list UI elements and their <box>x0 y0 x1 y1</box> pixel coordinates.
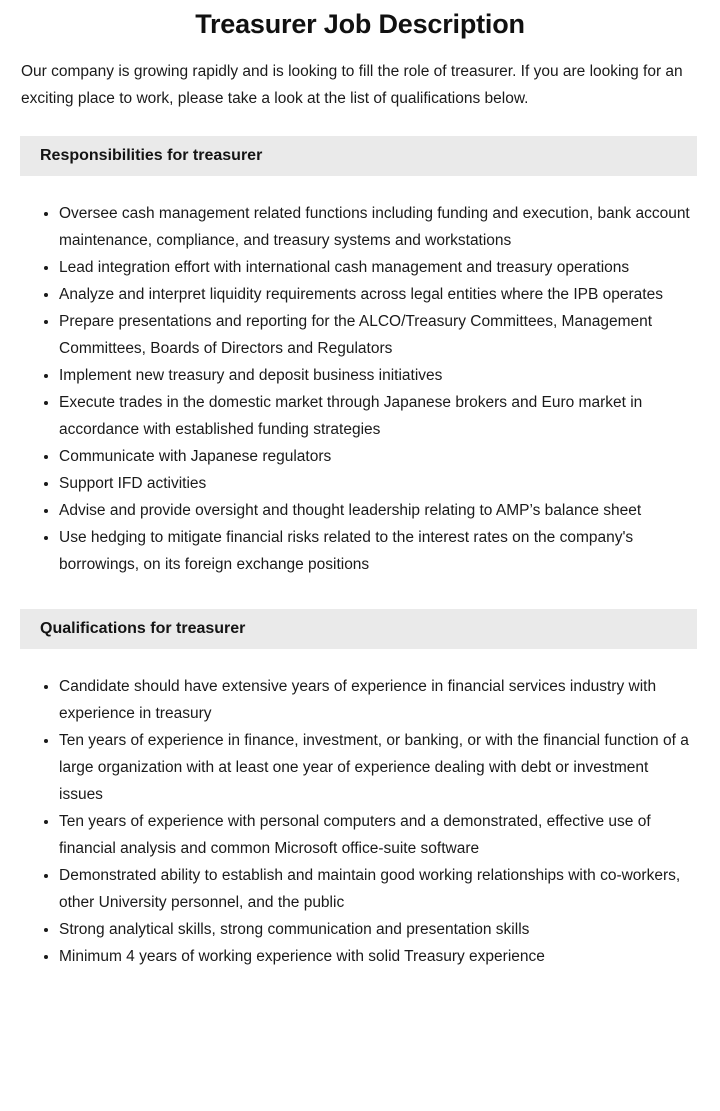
section-responsibilities <box>0 136 720 578</box>
list-item: Oversee cash management related functions including funding and execution, bank account maintenance, compliance, and treasury systems and workstations <box>0 200 720 254</box>
section-header-qualifications <box>20 609 697 649</box>
list-item: Communicate with Japanese regulators <box>0 443 720 470</box>
list-item: Use hedging to mitigate financial risks related to the interest rates on the company's borrowings, on its foreign exchange positions <box>0 524 720 578</box>
section-heading-label: Qualifications for treasurer <box>40 620 246 637</box>
spacer-after-qualifications-header <box>0 649 720 673</box>
list-item: Prepare presentations and reporting for the ALCO/Treasury Committees, Management Committees, Boards of Directors and Regulators <box>0 308 720 362</box>
responsibilities-list <box>0 200 720 578</box>
list-item: Strong analytical skills, strong communication and presentation skills <box>0 916 720 943</box>
list-item: Ten years of experience with personal computers and a demonstrated, effective use of financial analysis and common Microsoft office-suite software <box>0 808 720 862</box>
list-item: Demonstrated ability to establish and maintain good working relationships with co-workers, other University personnel, and the public <box>0 862 720 916</box>
page-title: Treasurer Job Description <box>195 9 525 39</box>
list-item: Advise and provide oversight and thought leadership relating to AMP’s balance sheet <box>0 497 720 524</box>
list-item: Support IFD activities <box>0 470 720 497</box>
section-heading-label: Responsibilities for treasurer <box>40 147 263 164</box>
list-item: Candidate should have extensive years of experience in financial services industry with experience in treasury <box>0 673 720 727</box>
list-item: Lead integration effort with international cash management and treasury operations <box>0 254 720 281</box>
qualifications-list <box>0 673 720 970</box>
intro-paragraph: Our company is growing rapidly and is looking to fill the role of treasurer. If you are looking for an exciting place to work, please take a look at the list of qualifications below. <box>21 63 683 107</box>
list-item: Ten years of experience in finance, investment, or banking, or with the financial function of a large organization with at least one year of experience dealing with debt or investment issues <box>0 727 720 808</box>
section-qualifications <box>0 609 720 970</box>
list-item: Minimum 4 years of working experience with solid Treasury experience <box>0 943 720 970</box>
list-item: Execute trades in the domestic market through Japanese brokers and Euro market in accordance with established funding strategies <box>0 389 720 443</box>
section-header-responsibilities <box>20 136 697 176</box>
list-item: Analyze and interpret liquidity requirements across legal entities where the IPB operates <box>0 281 720 308</box>
list-item: Implement new treasury and deposit business initiatives <box>0 362 720 389</box>
spacer-before-responsibilities <box>0 112 720 136</box>
spacer-after-responsibilities-header <box>0 176 720 200</box>
spacer-between-sections <box>0 578 720 609</box>
